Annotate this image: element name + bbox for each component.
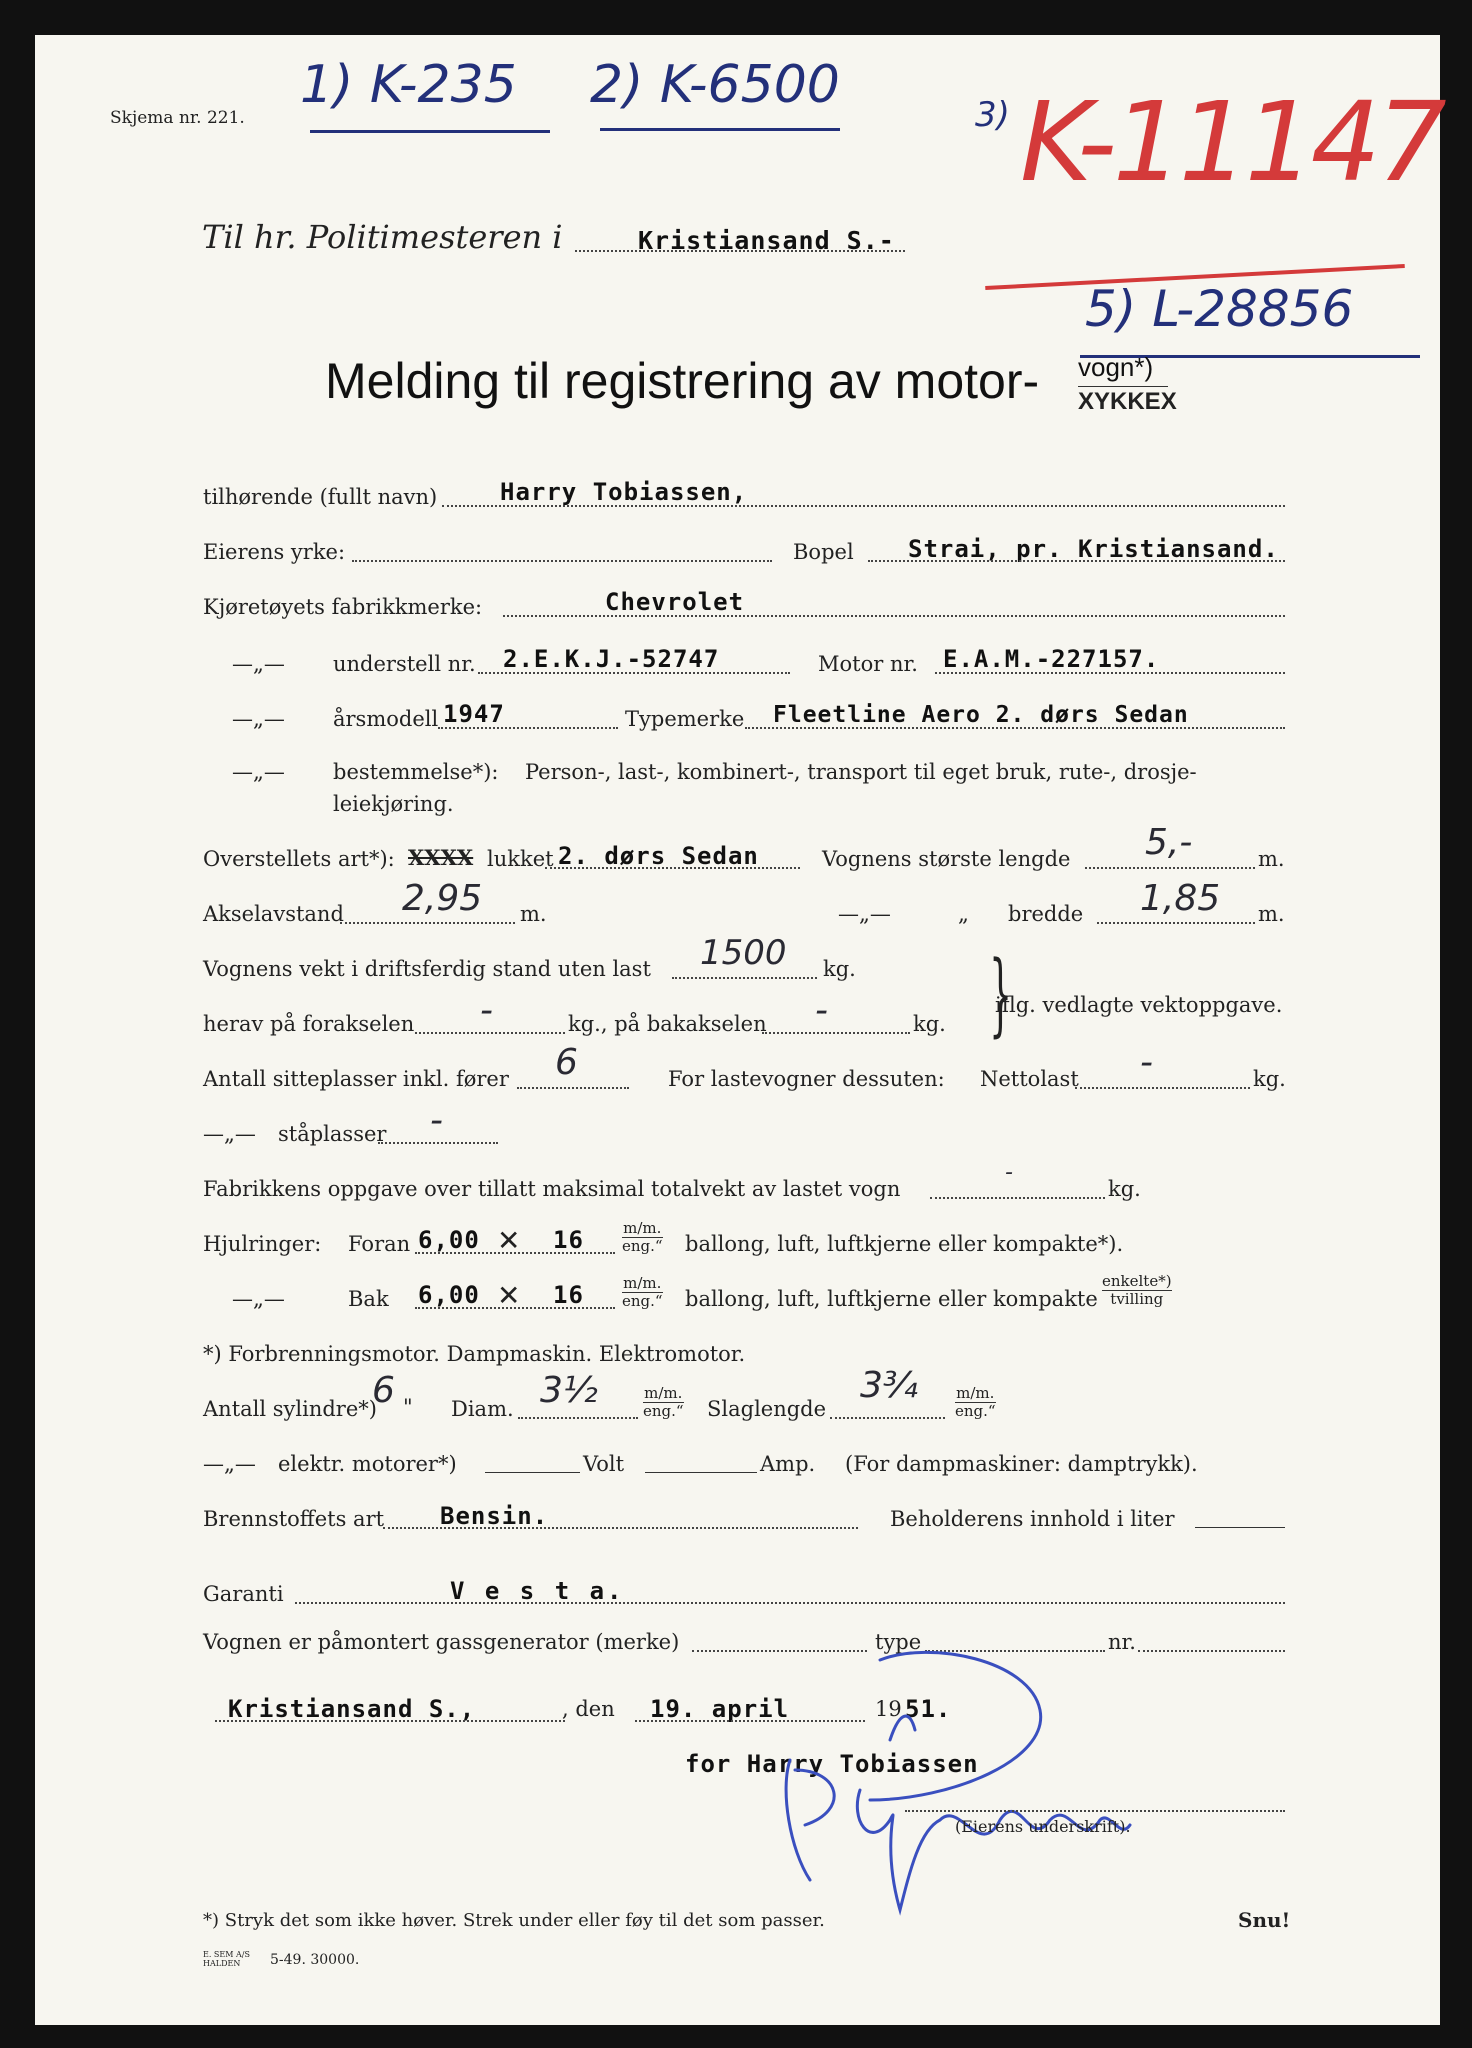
bracket: } <box>989 942 1013 1047</box>
ditto-rear-wheel: —„— <box>232 1287 285 1311</box>
standing-line <box>378 1142 498 1144</box>
owner-value: Harry Tobiassen, <box>500 478 748 506</box>
ref-1-underline <box>310 130 550 133</box>
rear-wheel-size: 16 <box>553 1281 584 1309</box>
ditto-purpose: —„— <box>232 760 285 784</box>
seats-value: 6 <box>555 1042 578 1083</box>
handwritten-ref-3-prefix: 3) <box>975 95 1010 135</box>
standing-value: - <box>430 1100 443 1141</box>
guarantee-value: V e s t a. <box>450 1577 625 1605</box>
front-axle-value: - <box>480 990 493 1031</box>
occupation-line <box>352 560 772 562</box>
year-label: årsmodell <box>333 707 439 731</box>
owner-line <box>442 505 1285 507</box>
tire-mount-fraction <box>1102 1273 1172 1308</box>
rear-axle-label: kg., på bakakselen <box>568 1012 767 1036</box>
length-line <box>1085 867 1255 869</box>
sign-for-label: for Harry Tobiassen <box>685 1750 979 1778</box>
cylinders-value: 6 <box>372 1370 395 1411</box>
diameter-unit <box>643 1385 684 1420</box>
sign-place: Kristiansand S., <box>228 1695 476 1723</box>
front-wheel-value: 6,00 <box>418 1226 480 1254</box>
purpose-label: bestemmelse*): <box>333 760 499 784</box>
guarantee-label: Garanti <box>203 1582 284 1606</box>
body-struck: XXXX <box>408 845 474 870</box>
chassis-line <box>478 672 790 674</box>
front-times-sign: ✕ <box>497 1224 521 1257</box>
chassis-value: 2.E.K.J.-52747 <box>503 645 720 673</box>
sign-date: 19. april <box>650 1695 790 1723</box>
ditto-width: —„— <box>838 902 891 926</box>
motor-value: E.A.M.-227157. <box>943 645 1160 673</box>
rear-axle-unit: kg. <box>913 1012 946 1036</box>
rear-axle-value: - <box>815 990 828 1031</box>
front-axle-line <box>415 1032 565 1034</box>
diameter-value: 3½ <box>540 1370 598 1411</box>
volt-line <box>645 1472 757 1473</box>
cylinders-label: Antall sylindre*) <box>203 1397 377 1421</box>
diameter-unit-mm: m/m. <box>644 1384 683 1402</box>
ditto-standing: —„— <box>203 1122 256 1146</box>
axle-value: 2,95 <box>402 878 483 919</box>
diameter-unit-eng: eng.“ <box>643 1402 684 1420</box>
fuel-value: Bensin. <box>440 1502 549 1530</box>
tire-twin: tvilling <box>1110 1290 1164 1308</box>
form-title: Melding til registrering av motor- <box>325 353 1040 409</box>
type-label: Typemerke <box>625 707 745 731</box>
weight-note: iflg. vedlagte vektoppgave. <box>995 993 1283 1017</box>
rear-axle-line <box>762 1032 910 1034</box>
title-subscript-struck: XYKKEX <box>1078 388 1177 415</box>
year-value: 1947 <box>443 700 505 728</box>
schema-number: Skjema nr. 221. <box>110 108 245 128</box>
axle-unit: m. <box>520 902 547 926</box>
chassis-label: understell nr. <box>333 652 476 676</box>
ditto-year: —„— <box>232 707 285 731</box>
stroke-unit-mm: m/m. <box>956 1384 995 1402</box>
make-label: Kjøretøyets fabrikkmerke: <box>203 595 483 619</box>
maxweight-value: - <box>1005 1160 1013 1185</box>
title-superscript: vogn*) <box>1078 352 1154 382</box>
length-value: 5,- <box>1145 822 1193 863</box>
body-value: 2. dørs Sedan <box>558 842 759 870</box>
rear-unit-fraction <box>622 1275 663 1310</box>
tank-line <box>1195 1527 1285 1528</box>
printer-mark: E. SEM A/S HALDEN <box>203 1950 250 1968</box>
gasgen-type-label: type <box>875 1630 922 1654</box>
weight-label: Vognens vekt i driftsferdig stand uten last <box>203 957 651 981</box>
netload-line <box>1075 1087 1250 1089</box>
motor-line <box>935 672 1285 674</box>
body-line <box>545 867 800 869</box>
type-value: Fleetline Aero 2. dørs Sedan <box>773 702 1189 728</box>
residence-label: Bopel <box>793 540 854 564</box>
front-wheel-label: Foran <box>348 1232 411 1256</box>
front-tire-text: ballong, luft, luftkjerne eller kompakte*). <box>685 1232 1124 1256</box>
axle-line <box>340 922 515 924</box>
ref-2-underline <box>600 128 840 131</box>
rear-unit-eng: eng.“ <box>622 1292 663 1310</box>
signature-scribble <box>750 1620 1150 1930</box>
footer-turn: Snu! <box>1238 1908 1291 1932</box>
electric-label: elektr. motorer*) <box>278 1452 457 1476</box>
gasgen-nr-line <box>1138 1650 1285 1652</box>
gasgen-label: Vognen er påmontert gassgenerator (merke) <box>203 1630 680 1654</box>
netload-label: Nettolast <box>980 1067 1079 1091</box>
steam-label: (For dampmaskiner: damptrykk). <box>845 1452 1198 1476</box>
sign-year-suffix: 51. <box>905 1695 952 1723</box>
signature-caption: (Eierens underskrift). <box>955 1817 1131 1836</box>
signature-line <box>905 1810 1285 1812</box>
addressee-line <box>575 250 905 252</box>
rear-tire-text: ballong, luft, luftkjerne eller kompakte <box>685 1287 1098 1311</box>
addressee-value: Kristiansand S.- <box>638 226 895 255</box>
front-unit-eng: eng.“ <box>622 1237 663 1255</box>
body-closed: lukket <box>487 847 554 871</box>
lorries-label: For lastevogner dessuten: <box>668 1067 945 1091</box>
netload-value: - <box>1140 1042 1153 1083</box>
weight-line <box>672 977 817 979</box>
stroke-value: 3¾ <box>860 1365 918 1406</box>
occupation-label: Eierens yrke: <box>203 540 346 564</box>
fuel-label: Brennstoffets art <box>203 1507 385 1531</box>
gasgen-nr-label: nr. <box>1108 1630 1136 1654</box>
maxweight-unit: kg. <box>1108 1177 1141 1201</box>
tank-label: Beholderens innhold i liter <box>890 1507 1175 1531</box>
cylinders-mark: " <box>403 1395 413 1419</box>
weight-value: 1500 <box>700 933 787 973</box>
diameter-label: Diam. <box>451 1397 514 1421</box>
footer-note: *) Stryk det som ikke høver. Strek under eller føy til det som passer. <box>203 1910 825 1931</box>
weight-unit: kg. <box>823 957 856 981</box>
print-info: 5-49. 30000. <box>270 1952 360 1968</box>
engine-types: *) Forbrenningsmotor. Dampmaskin. Elektromotor. <box>203 1342 746 1366</box>
sign-den: , den <box>562 1697 615 1721</box>
seats-line <box>517 1087 629 1089</box>
maxweight-line <box>930 1197 1105 1199</box>
addressee-label: Til hr. Politimesteren i <box>202 218 563 256</box>
seats-label: Antall sitteplasser inkl. fører <box>203 1067 509 1091</box>
ditto-electric: —„— <box>203 1452 256 1476</box>
residence-line <box>868 560 1285 562</box>
wheels-label: Hjulringer: <box>203 1232 322 1256</box>
stroke-unit <box>955 1385 996 1420</box>
make-line <box>503 615 1285 617</box>
body-label: Overstellets art*): <box>203 847 395 871</box>
tire-single: enkelte*) <box>1102 1272 1172 1290</box>
width-label: bredde <box>1008 902 1084 926</box>
amp-label: Amp. <box>760 1452 816 1476</box>
length-unit: m. <box>1258 847 1285 871</box>
width-unit: m. <box>1258 902 1285 926</box>
fuel-line <box>383 1527 858 1529</box>
width-value: 1,85 <box>1140 878 1221 919</box>
handwritten-ref-4: 5) L-28856 <box>1085 280 1354 338</box>
stroke-label: Slaglengde <box>707 1397 827 1421</box>
front-unit-fraction <box>622 1220 663 1255</box>
stroke-unit-eng: eng.“ <box>955 1402 996 1420</box>
handwritten-ref-3: K-11147 <box>1020 78 1443 206</box>
rear-wheel-value: 6,00 <box>418 1281 480 1309</box>
purpose-options: Person-, last-, kombinert-, transport til eget bruk, rute-, drosje- <box>525 760 1197 784</box>
motor-label: Motor nr. <box>818 652 918 676</box>
guarantee-line <box>295 1602 1285 1604</box>
width-ditto-comma: „ <box>958 902 969 926</box>
handwritten-ref-1: 1) K-235 <box>300 55 517 115</box>
sign-place-line <box>215 1720 565 1722</box>
type-line <box>745 727 1285 729</box>
make-value: Chevrolet <box>605 588 745 616</box>
rear-wheel-label: Bak <box>348 1287 389 1311</box>
standing-label: ståplasser <box>278 1122 387 1146</box>
volt-label: Volt <box>583 1452 625 1476</box>
front-wheel-size: 16 <box>553 1226 584 1254</box>
handwritten-ref-2: 2) K-6500 <box>590 55 840 115</box>
front-wheel-line <box>415 1252 615 1254</box>
purpose-options-cont: leiekjøring. <box>333 792 454 816</box>
length-label: Vognens største lengde <box>822 847 1071 871</box>
rear-wheel-line <box>415 1307 615 1309</box>
sign-year-prefix: 19 <box>875 1697 902 1721</box>
owner-label: tilhørende (fullt navn) <box>203 485 438 509</box>
electric-line <box>485 1472 580 1473</box>
ditto-chassis: —„— <box>232 652 285 676</box>
maxweight-label: Fabrikkens oppgave over tillatt maksimal totalvekt av lastet vogn <box>203 1177 901 1201</box>
rear-times-sign: ✕ <box>497 1279 521 1312</box>
diameter-line <box>518 1417 638 1419</box>
stroke-line <box>830 1417 945 1419</box>
axle-label: Akselavstand <box>203 902 344 926</box>
title-fraction-line <box>1078 386 1168 387</box>
residence-value: Strai, pr. Kristiansand. <box>908 535 1279 563</box>
front-axle-label: herav på forakselen <box>203 1012 415 1036</box>
front-unit-mm: m/m. <box>623 1219 662 1237</box>
netload-unit: kg. <box>1253 1067 1286 1091</box>
width-line <box>1097 922 1255 924</box>
year-line <box>438 727 618 729</box>
rear-unit-mm: m/m. <box>623 1274 662 1292</box>
